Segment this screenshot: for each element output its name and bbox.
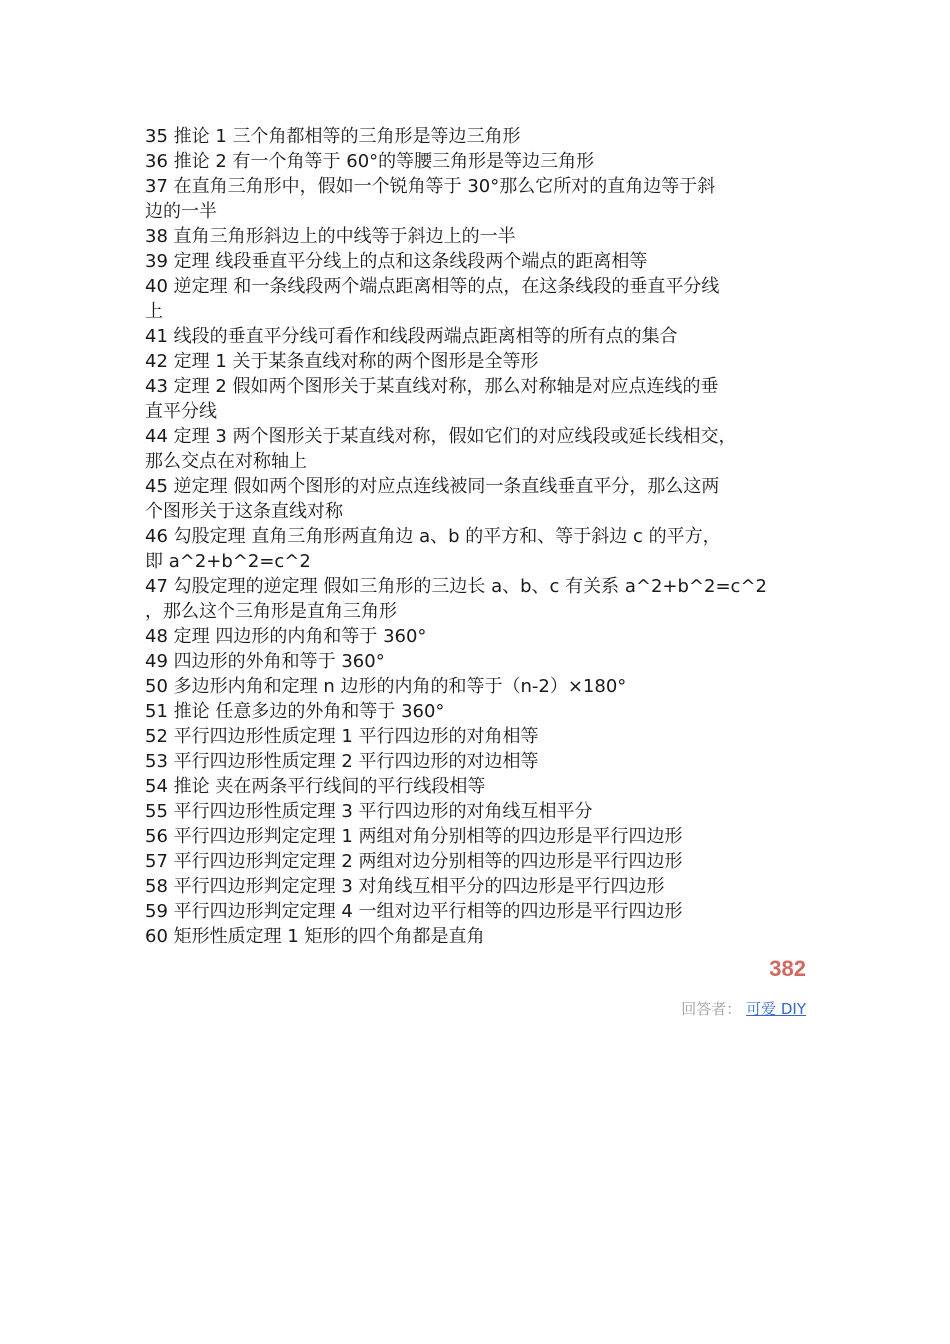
text-line: 个图形关于这条直线对称	[145, 501, 343, 522]
text-line: 56 平行四边形判定定理 1 两组对角分别相等的四边形是平行四边形	[145, 826, 683, 847]
text-line: 60 矩形性质定理 1 矩形的四个角都是直角	[145, 926, 485, 947]
text-line: 45 逆定理 假如两个图形的对应点连线被同一条直线垂直平分，那么这两	[145, 476, 720, 497]
text-line: 59 平行四边形判定定理 4 一组对边平行相等的四边形是平行四边形	[145, 901, 683, 922]
answerer-line	[681, 998, 806, 1019]
answerer-link[interactable]: 可爱 DIY	[746, 1000, 806, 1018]
text-line: 48 定理 四边形的内角和等于 360°	[145, 626, 427, 647]
text-line: 41 线段的垂直平分线可看作和线段两端点距离相等的所有点的集合	[145, 326, 678, 347]
text-line: 直平分线	[145, 401, 217, 422]
text-line: 51 推论 任意多边的外角和等于 360°	[145, 701, 445, 722]
text-line: ，那么这个三角形是直角三角形	[145, 601, 397, 622]
text-line: 40 逆定理 和一条线段两个端点距离相等的点，在这条线段的垂直平分线	[145, 276, 720, 297]
text-line: 50 多边形内角和定理 n 边形的内角的和等于（n-2）×180°	[145, 676, 627, 697]
text-line: 那么交点在对称轴上	[145, 451, 307, 472]
text-line: 37 在直角三角形中，假如一个锐角等于 30°那么它所对的直角边等于斜	[145, 176, 716, 197]
text-line: 39 定理 线段垂直平分线上的点和这条线段两个端点的距离相等	[145, 251, 648, 272]
text-line: 38 直角三角形斜边上的中线等于斜边上的一半	[145, 226, 516, 247]
theorem-list	[145, 124, 810, 949]
text-line: 43 定理 2 假如两个图形关于某直线对称，那么对称轴是对应点连线的垂	[145, 376, 719, 397]
text-line: 55 平行四边形性质定理 3 平行四边形的对角线互相平分	[145, 801, 593, 822]
text-line: 52 平行四边形性质定理 1 平行四边形的对角相等	[145, 726, 539, 747]
text-line: 54 推论 夹在两条平行线间的平行线段相等	[145, 776, 486, 797]
text-line: 49 四边形的外角和等于 360°	[145, 651, 385, 672]
text-line: 44 定理 3 两个图形关于某直线对称，假如它们的对应线段或延长线相交，	[145, 426, 737, 447]
answerer-label: 回答者：	[681, 1000, 742, 1018]
text-line: 47 勾股定理的逆定理 假如三角形的三边长 a、b、c 有关系 a^2+b^2=c^2	[145, 576, 767, 597]
text-line: 58 平行四边形判定定理 3 对角线互相平分的四边形是平行四边形	[145, 876, 665, 897]
text-line: 57 平行四边形判定定理 2 两组对边分别相等的四边形是平行四边形	[145, 851, 683, 872]
text-line: 46 勾股定理 直角三角形两直角边 a、b 的平方和、等于斜边 c 的平方，	[145, 526, 721, 547]
text-line: 35 推论 1 三个角都相等的三角形是等边三角形	[145, 126, 521, 147]
text-line: 上	[145, 301, 163, 322]
text-line: 36 推论 2 有一个角等于 60°的等腰三角形是等边三角形	[145, 151, 595, 172]
text-line: 42 定理 1 关于某条直线对称的两个图形是全等形	[145, 351, 539, 372]
text-line: 即 a^2+b^2=c^2	[145, 551, 311, 572]
vote-count: 382	[769, 956, 806, 981]
text-line: 53 平行四边形性质定理 2 平行四边形的对边相等	[145, 751, 539, 772]
text-line: 边的一半	[145, 201, 217, 222]
